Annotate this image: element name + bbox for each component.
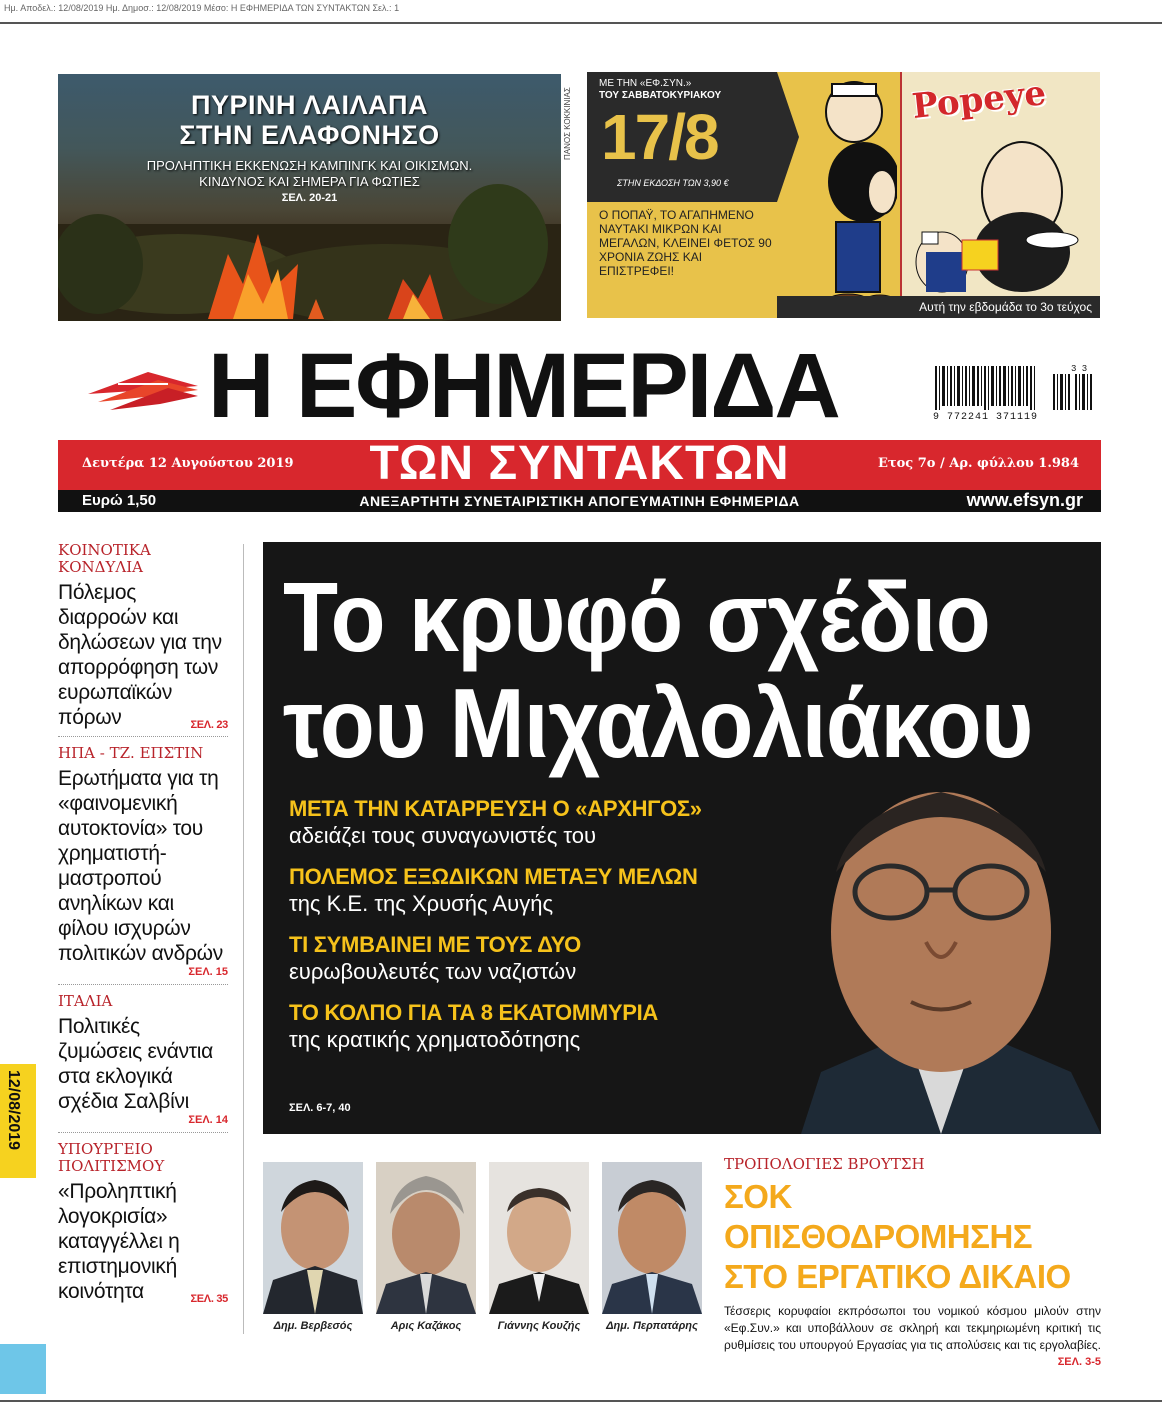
clipping-meta-line: Ημ. Αποδελ.: 12/08/2019 Ημ. Δημοσ.: 12/08/2019 Μέσο: Η ΕΦΗΜΕΡΙΔΑ ΤΩΝ ΣΥΝΤΑΚΤΩΝ Σελ.: 1 (4, 3, 400, 13)
point-text: αδειάζει τους συναγωνιστές του (289, 823, 597, 848)
main-headline-line1: Το κρυφό σχέδιο (283, 562, 990, 672)
point-highlight: ΤΟ ΚΟΛΠΟ ΓΙΑ ΤΑ 8 ΕΚΑΤΟΜΜΥΡΙΑ (289, 1000, 659, 1025)
point-highlight: ΤΙ ΣΥΜΒΑΙΝΕΙ ΜΕ ΤΟΥΣ ΔΥΟ (289, 932, 581, 957)
person-photo-image (376, 1162, 476, 1314)
story-headline-text: «Προληπτική λογοκρισία» καταγγέλλει η επιστημονική κοινότητα (58, 1180, 180, 1303)
person-caption: Αρις Καζάκος (390, 1320, 462, 1332)
main-story[interactable] (263, 542, 1101, 1134)
labour-headline-line1: ΣΟΚ ΟΠΙΣΘΟΔΡΟΜΗΣΗΣ (724, 1178, 1033, 1255)
labour-body (724, 1303, 1102, 1368)
person-photo (489, 1162, 589, 1314)
barcode-digits: 9 772241 371119 (933, 412, 1039, 423)
efsyn-pen-logo (88, 366, 198, 412)
cover-price: Ευρώ 1,50 (82, 492, 157, 509)
story-page-ref: ΣΕΛ. 15 (188, 966, 228, 978)
fire-promo-title (58, 90, 561, 150)
masthead-title: Η ΕΦΗΜΕΡΙΔΑ (208, 335, 839, 437)
story-headline: Ερωτήματα για τη «φαινομενική αυτοκτονία» του χρηματιστή-μαστροπού ανηλίκων και φίλου ισχυρών πολιτικών ανδρών (58, 767, 223, 965)
photo-credit: ΠΑΝΟΣ ΚΟΚΚΙΝΙΑΣ (563, 87, 572, 160)
point-text: της Κ.Ε. της Χρυσής Αυγής (289, 891, 554, 916)
person-photo-image (489, 1162, 589, 1314)
story-point (289, 1000, 809, 1054)
main-headline (283, 564, 1101, 776)
labour-kicker: ΤΡΟΠΟΛΟΓΙΕΣ ΒΡΟΥΤΣΗ (724, 1155, 925, 1173)
side-date-text: 12/08/2019 (5, 1070, 22, 1151)
fire-promo[interactable] (58, 74, 561, 321)
labour-headline-line2: ΣΤΟ ΕΡΓΑΤΙΚΟ ΔΙΚΑΙΟ (724, 1258, 1071, 1295)
person-photo-image (602, 1162, 702, 1314)
popeye-week-note: Αυτή την εβδομάδα το 3ο τεύχος (777, 296, 1100, 318)
story-kicker: ΥΠΟΥΡΓΕΙΟ ΠΟΛΙΤΙΣΜΟΥ (58, 1140, 165, 1175)
story-point (289, 864, 809, 918)
popeye-with-line1: ΜΕ ΤΗΝ «ΕΦ.ΣΥΝ.» (599, 78, 692, 89)
person-photo-image (263, 1162, 363, 1314)
main-page-ref: ΣΕΛ. 6-7, 40 (289, 1102, 351, 1114)
fire-page-ref: ΣΕΛ. 20-21 (281, 192, 338, 204)
barcode-issue: 3 3 (1071, 364, 1088, 374)
person-photo (263, 1162, 363, 1314)
person-caption: Δημ. Βερβεσός (273, 1320, 353, 1332)
story-headline (58, 580, 228, 730)
popeye-with-line2: ΤΟΥ ΣΑΒΒΑΤΟΚΥΡΙΑΚΟΥ (599, 90, 722, 101)
issue-date: Δευτέρα 12 Αυγούστου 2019 (82, 456, 294, 471)
point-text: ευρωβουλευτές των ναζιστών (289, 959, 577, 984)
fire-title-line2: ΣΤΗΝ ΕΛΑΦΟΝΗΣΟ (179, 120, 440, 150)
column-divider (243, 544, 244, 1334)
issue-number: Ετος 7ο / Αρ. φύλλου 1.984 (877, 456, 1079, 471)
story-page-ref: ΣΕΛ. 35 (190, 1293, 228, 1305)
left-story[interactable] (58, 1141, 228, 1310)
frame-bottom-border (0, 1400, 1162, 1402)
person-photo (376, 1162, 476, 1314)
story-kicker: ΚΟΙΝΟΤΙΚΑ ΚΟΝΔΥΛΙΑ (58, 541, 151, 576)
frame-top-border (0, 22, 1162, 24)
masthead-red-bar (58, 437, 1101, 490)
point-text: της κρατικής χρηματοδότησης (289, 1027, 581, 1052)
side-date-tab (0, 1064, 36, 1178)
labour-body-text: Τέσσερις κορυφαίοι εκπρόσωποι του νομικού κόσμου μιλούν στην «Εφ.Συν.» και υποβάλλουν σε σκληρή και τεκμηριωμένη κριτική τις ρυθμίσεις του υπουργού Εργασίας για τις απολύσεις και τις εργολαβίες. (724, 1304, 1102, 1352)
story-kicker: ΙΤΑΛΙΑ (58, 992, 113, 1010)
story-headline: Πολιτικές ζυμώσεις ενάντια στα εκλογικά σχέδια Σαλβίνι (58, 1015, 213, 1113)
popeye-character-illustration (792, 72, 897, 318)
popeye-date: 17/8 (601, 101, 718, 173)
side-blue-tab (0, 1344, 46, 1394)
left-story[interactable] (58, 542, 228, 737)
popeye-text: Ο ΠΟΠΑΫ, ΤΟ ΑΓΑΠΗΜΕΝΟ ΝΑΥΤΑΚΙ ΜΙΚΡΩΝ ΚΑΙ ΜΕΓΑΛΩΝ, ΚΛΕΙΝΕΙ ΦΕΤΟΣ 90 ΧΡΟΝΙΑ ΖΩΗΣ ΚΑΙ ΕΠΙΣΤΡΕΦΕΙ! (599, 208, 772, 278)
story-point (289, 796, 809, 850)
point-highlight: ΜΕΤΑ ΤΗΝ ΚΑΤΑΡΡΕΥΣΗ Ο «ΑΡΧΗΓΟΣ» (289, 796, 702, 821)
labour-headline (724, 1177, 1101, 1297)
barcode (933, 362, 1101, 423)
story-headline-text: Πόλεμος διαρροών και δηλώσεων για την απορρόφηση των ευρωπαϊκών πόρων (58, 581, 222, 729)
person-caption: Γιάννης Κουζής (497, 1320, 581, 1332)
story-headline (58, 1179, 228, 1304)
story-kicker: ΗΠΑ - ΤΖ. ΕΠΣΤΙΝ (58, 744, 204, 762)
person-photo (602, 1162, 702, 1314)
left-story[interactable] (58, 993, 228, 1133)
story-page-ref: ΣΕΛ. 14 (188, 1114, 228, 1126)
fire-promo-subtitle (58, 158, 561, 190)
masthead-black-bar (58, 490, 1101, 512)
labour-page-ref: ΣΕΛ. 3-5 (1057, 1356, 1101, 1368)
left-story[interactable] (58, 745, 228, 985)
main-headline-line2: του Μιχαλολιάκου (283, 668, 1033, 778)
story-page-ref: ΣΕΛ. 23 (190, 719, 228, 731)
left-column (58, 542, 228, 1318)
fire-title-line1: ΠΥΡΙΝΗ ΛΑΙΛΑΠΑ (190, 90, 429, 120)
story-point (289, 932, 809, 986)
popeye-promo[interactable] (587, 72, 1100, 318)
tagline: ΑΝΕΞΑΡΤΗΤΗ ΣΥΝΕΤΑΙΡΙΣΤΙΚΗ ΑΠΟΓΕΥΜΑΤΙΝΗ ΕΦΗΜΕΡΙΔΑ (359, 493, 800, 509)
popeye-with-label (599, 78, 721, 102)
fire-sub-line1: ΠΡΟΛΗΠΤΙΚΗ ΕΚΚΕΝΩΣΗ ΚΑΜΠΙΝΓΚ ΚΑΙ ΟΙΚΙΣΜΩΝ. (146, 158, 473, 173)
popeye-logo: Popeye (910, 73, 1048, 127)
website-link[interactable]: www.efsyn.gr (966, 490, 1083, 510)
fire-sub-line2: ΚΙΝΔΥΝΟΣ ΚΑΙ ΣΗΜΕΡΑ ΓΙΑ ΦΩΤΙΕΣ (199, 174, 420, 189)
point-highlight: ΠΟΛΕΜΟΣ ΕΞΩΔΙΚΩΝ ΜΕΤΑΞΥ ΜΕΛΩΝ (289, 864, 698, 889)
main-story-points (289, 796, 809, 1068)
popeye-price: ΣΤΗΝ ΕΚΔΟΣΗ ΤΩΝ 3,90 € (617, 178, 729, 188)
labour-story[interactable] (724, 1156, 1101, 1371)
person-caption: Δημ. Περπατάρης (606, 1320, 698, 1332)
masthead-subtitle: ΤΩΝ ΣΥΝΤΑΚΤΩΝ (369, 437, 790, 490)
